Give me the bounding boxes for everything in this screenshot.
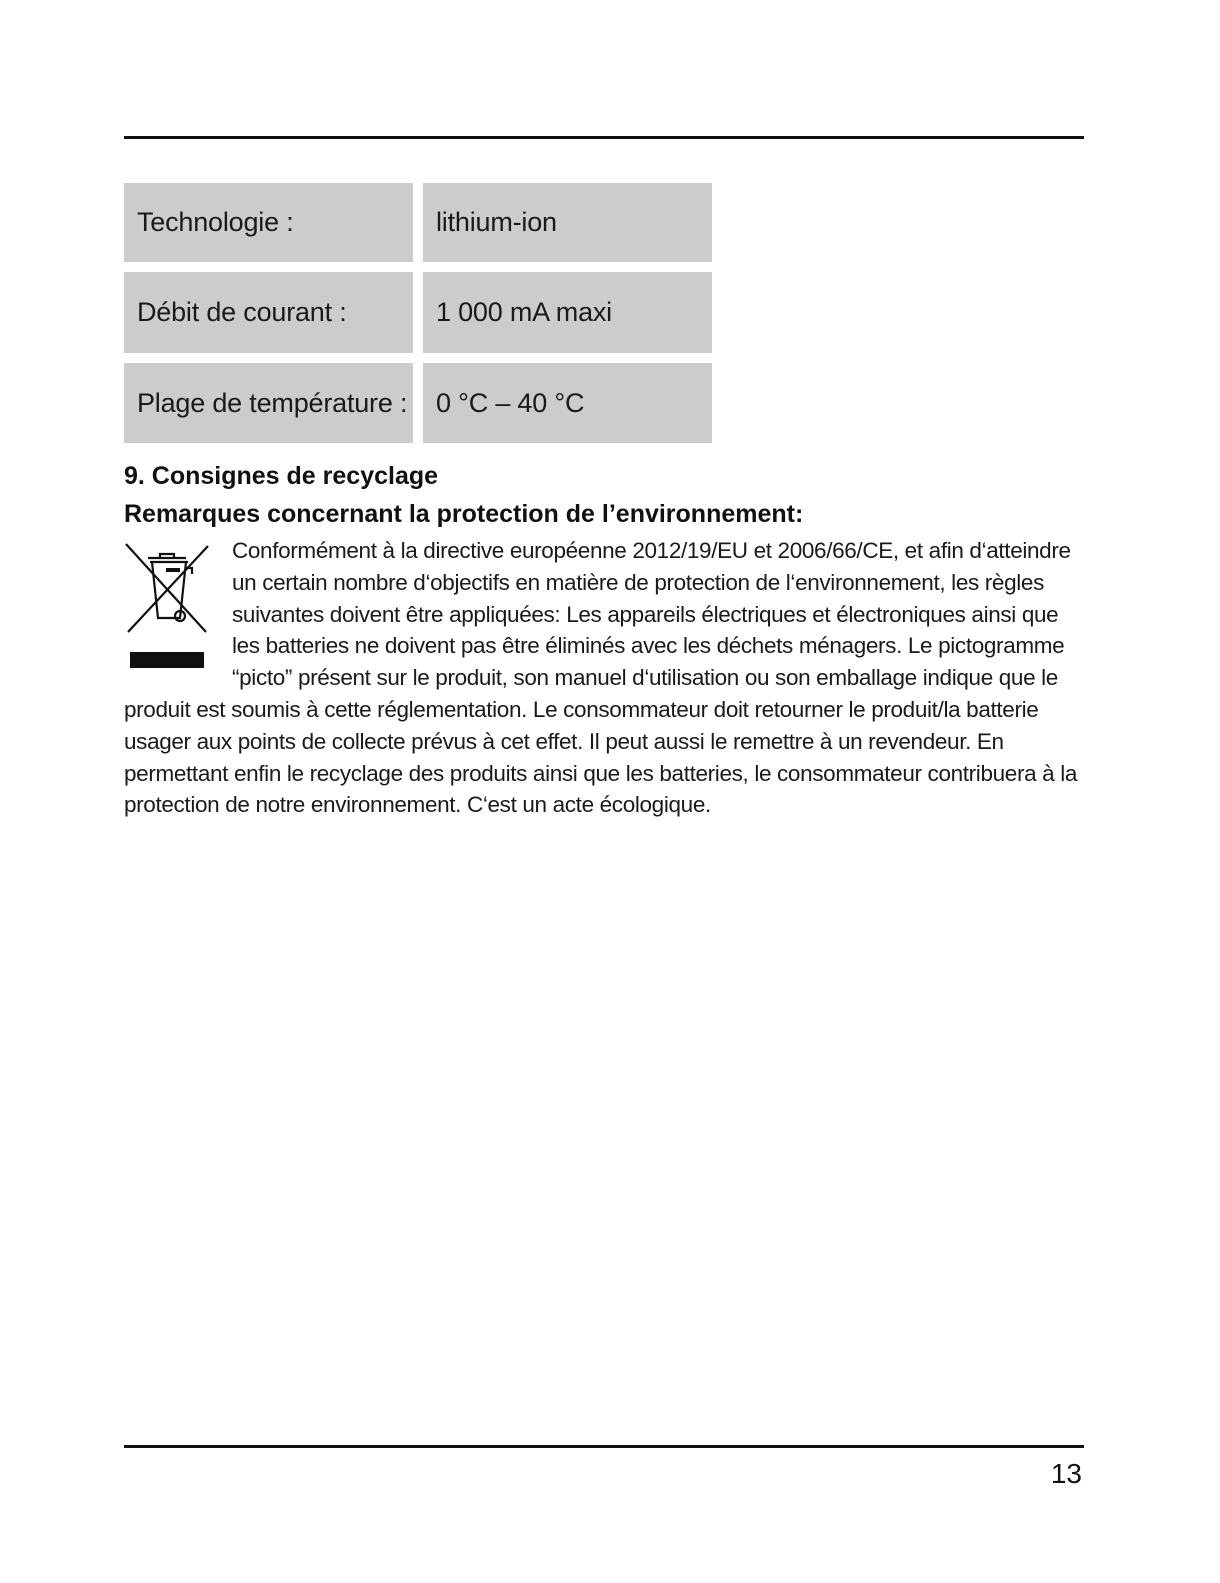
section-title: 9. Consignes de recyclage [124,462,439,490]
top-rule [124,136,1084,139]
spec-row-technology [124,183,714,262]
spec-row-temperature [124,363,714,443]
spec-value: 0 °C – 40 °C [423,363,712,443]
spec-label: Technologie : [124,183,413,262]
section-subtitle: Remarques concernant la protection de l’environnement: [124,500,804,528]
spec-label: Débit de courant : [124,272,413,353]
recycling-text: Conformément à la directive européenne 2012/19/EU et 2006/66/CE, et afin d‘atteindre un certain nombre d‘objectifs en matière de protection de l‘environnement, les règles suivantes doivent être appliquées: Les appareils électriques et électroniques ainsi que les batteries ne doivent pas être éliminés avec les déchets ménagers. Le pictogramme “picto” présent sur le produit, son manuel d‘utilisation ou son emballage indique que le produit est soumis à cette réglementation. Le consommateur doit retourner le produit/la batterie usager aux points de collecte prévus à cet effet. Il peut aussi le remettre à un revendeur. En permettant enfin le recyclage des produits ainsi que les batteries, le consommateur contribuera à la protection de notre environnement. C‘est un acte écologique. [124,538,1078,818]
specifications-table [124,183,714,453]
spec-row-current [124,272,714,353]
spec-value: 1 000 mA maxi [423,272,712,353]
bottom-rule [124,1445,1084,1448]
spec-value: lithium-ion [423,183,712,262]
page-number: 13 [1050,1458,1082,1489]
recycling-paragraph [124,535,1084,821]
crossed-out-wheelie-bin-icon [122,540,212,670]
spec-label: Plage de température : [124,363,413,443]
